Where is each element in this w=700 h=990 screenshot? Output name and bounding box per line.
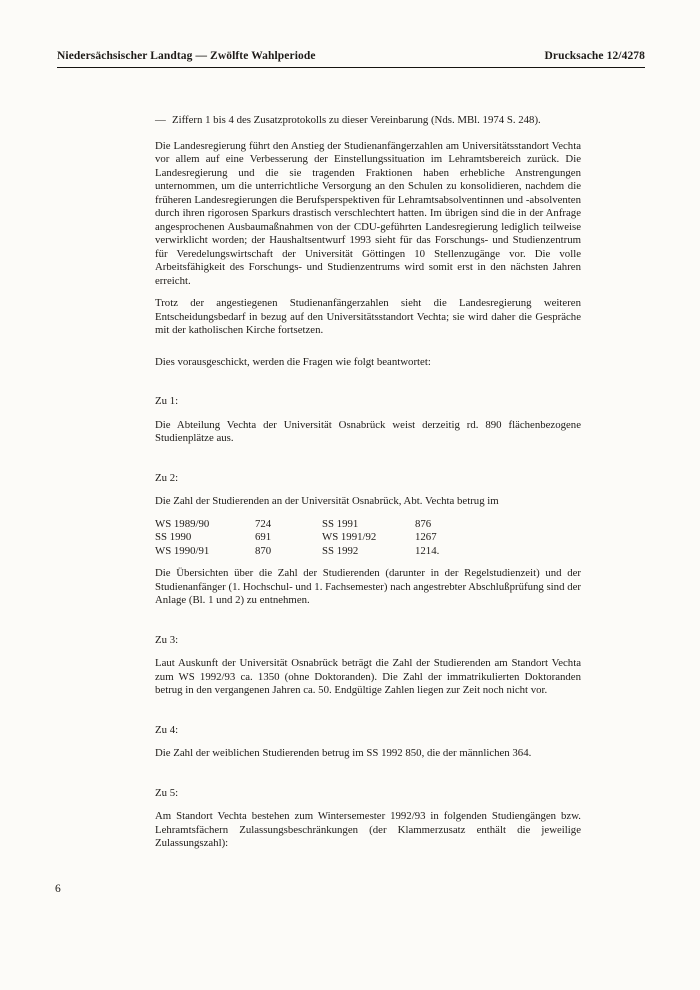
semester-cell: SS 1990	[155, 531, 192, 543]
count-cell: 1214.	[415, 544, 440, 557]
paragraph-vorausgeschickt: Dies vorausgeschickt, werden die Fragen wie folgt beantwortet:	[155, 355, 431, 368]
count-cell: 876	[415, 517, 432, 530]
list-item-zusatzprotokoll	[155, 114, 581, 128]
semester-cell: SS 1992	[322, 544, 359, 557]
semester-cell: WS 1990/91	[155, 544, 210, 557]
list-item-text: Ziffern 1 bis 4 des Zusatzprotokolls zu dieser Vereinbarung (Nds. MBl. 1974 S. 248).	[172, 114, 541, 126]
header-document-number: Drucksache 12/4278	[544, 50, 645, 62]
paragraph-landesregierung: Die Landesregierung führt den Anstieg der Studienanfängerzahlen am Universitätsstandort Vechta vor allem auf eine Verbesserung der Einstellungssituation im Lehramtsbereich zurück. Die Landesregierung und die sie tragenden Fraktionen haben erhebliche Anstrengungen unternommen, um die unterrichtliche Versorgung an den Schulen zu konsolidieren, nachdem die früheren Landesregierungen die Berufsperspektiven für Lehramtsabsolventinnen und -absolventen durch ihren rigorosen Sparkurs drastisch verschlechtert hatten. Im übrigen sind die in der Anfrage angesprochenen Ausbaumaßnahmen von der CDU-geführten Landesregierung lediglich teilweise verwirklicht worden; der Haushaltsentwurf 1993 sieht für das Forschungs- und Studienzentrum für Veredelungswirtschaft der Universität Göttingen 10 Stellenzugänge vor. Die volle Arbeitsfähigkeit des Forschungs- und Studienzentrums wird somit erst in den nächsten Jahren erreicht.	[155, 139, 581, 287]
count-cell: 724	[255, 517, 272, 530]
list-dash: —	[155, 114, 166, 126]
student-numbers-table	[155, 518, 485, 559]
section-intro-zu2: Die Zahl der Studierenden an der Universität Osnabrück, Abt. Vechta betrug im	[155, 495, 499, 507]
section-label-zu5: Zu 5:	[155, 786, 179, 799]
section-text-zu3: Laut Auskunft der Universität Osnabrück beträgt die Zahl der Studierenden am Standort Vechta zum WS 1992/93 ca. 1350 (ohne Doktoranden). Die Zahl der immatrikulierten Doktoranden betrug in den vergangenen Jahren ca. 50. Endgültige Zahlen liegen zur Zeit noch nicht vor.	[155, 657, 581, 696]
semester-cell: WS 1991/92	[322, 531, 377, 543]
count-cell: 870	[255, 544, 272, 557]
paragraph-trotz: Trotz der angestiegenen Studienanfängerzahlen sieht die Landesregierung weiteren Entscheidungsbedarf in bezug auf den Universitätsstandort Vechta; sie wird daher die Gespräche mit der katholischen Kirche fortsetzen.	[155, 297, 581, 336]
count-cell: 691	[255, 531, 272, 543]
section-text-zu5: Am Standort Vechta bestehen zum Wintersemester 1992/93 in folgenden Studiengängen bzw. Lehramtsfächern Zulassungsbeschränkungen (der Klammerzusatz enthält die jeweilige Zulassungszahl):	[155, 810, 581, 849]
document-content	[155, 114, 581, 851]
header-parliament-title: Niedersächsischer Landtag — Zwölfte Wahlperiode	[57, 50, 316, 62]
section-label-zu4: Zu 4:	[155, 723, 179, 736]
section-label-zu2: Zu 2:	[155, 471, 179, 484]
section-text-zu1: Die Abteilung Vechta der Universität Osnabrück weist derzeitig rd. 890 flächenbezogene Studienplätze aus.	[155, 418, 581, 444]
page-header	[0, 0, 700, 62]
header-rule	[57, 67, 645, 68]
semester-cell: SS 1991	[322, 517, 359, 530]
section-label-zu3: Zu 3:	[155, 633, 179, 646]
page-number: 6	[55, 883, 61, 895]
section-label-zu1: Zu 1:	[155, 395, 179, 407]
semester-cell: WS 1989/90	[155, 517, 210, 530]
section-text-zu4: Die Zahl der weiblichen Studierenden betrug im SS 1992 850, die der männlichen 364.	[155, 747, 532, 759]
count-cell: 1267	[415, 531, 437, 543]
section-outro-zu2: Die Übersichten über die Zahl der Studierenden (darunter in der Regelstudienzeit) und der Studienanfänger (1. Hochschul- und 1. Fachsemester) nach angestrebter Abschlußprüfung sind der Anlage (Bl. 1 und 2) zu entnehmen.	[155, 567, 581, 606]
